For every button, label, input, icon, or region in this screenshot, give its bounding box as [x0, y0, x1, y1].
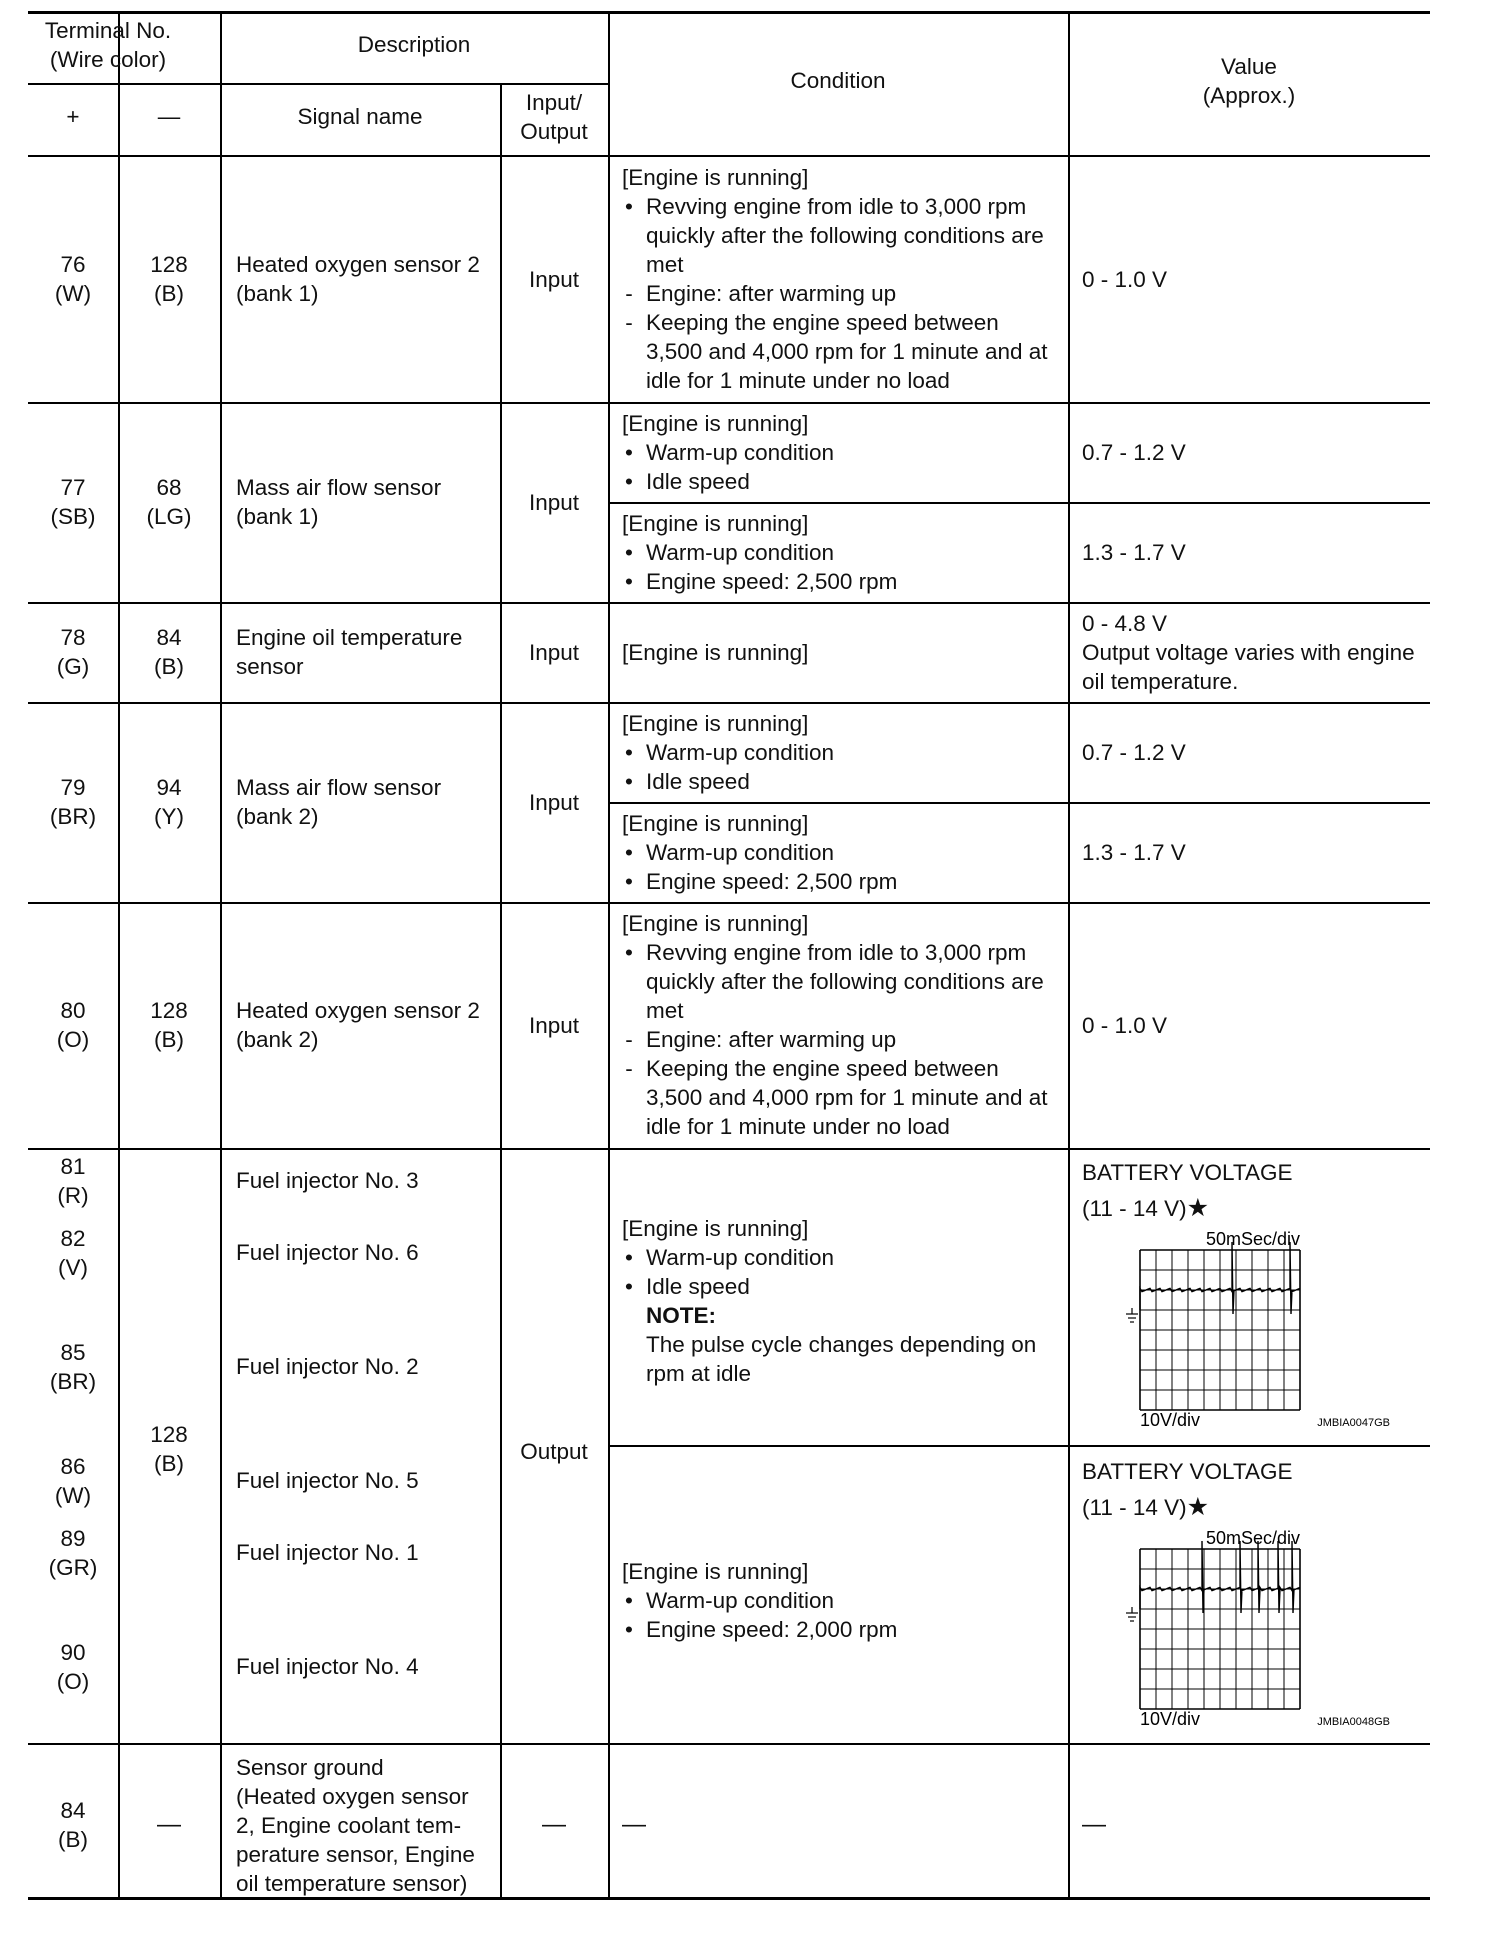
condition-item: Engine speed: 2,000 rpm [646, 1617, 898, 1642]
header-bottom-border [28, 155, 1430, 157]
value-line: 0.7 - 1.2 V [1082, 439, 1186, 465]
terminal-number: 84 [156, 625, 182, 650]
bullet: • [625, 1617, 633, 1642]
condition-line [622, 337, 1048, 366]
plus-terminal [28, 773, 118, 831]
star-icon: ★ [1186, 1493, 1210, 1521]
column-divider [1068, 12, 1070, 1898]
signal-line: (bank 2) [236, 1027, 319, 1052]
bullet: • [625, 1588, 633, 1613]
bullet: • [625, 539, 633, 565]
condition-item: Engine speed: 2,500 rpm [646, 868, 898, 894]
condition-line [622, 438, 834, 467]
header-divider [28, 83, 608, 85]
bullet: • [625, 439, 633, 465]
input-output: Input [528, 639, 580, 665]
value-title: BATTERY VOLTAGE [1082, 1459, 1293, 1484]
plus-terminal [28, 250, 118, 308]
condition-head: [Engine is running] [622, 911, 809, 936]
injector-plus-terminal [28, 1638, 118, 1696]
value [1082, 538, 1186, 567]
value-line: Output voltage varies with engine [1082, 639, 1415, 665]
terminal-number: 82 [60, 1226, 86, 1251]
signal-line: (bank 2) [236, 804, 319, 829]
wire-color: (BR) [49, 1369, 97, 1394]
signal-name [236, 623, 462, 681]
subrow-divider [608, 1445, 1430, 1447]
header-description: Description [357, 32, 471, 57]
condition-line [622, 250, 808, 279]
signal-name [236, 773, 441, 831]
condition-line [622, 838, 834, 867]
condition-item: met [646, 998, 684, 1023]
wire-color: (W) [54, 281, 92, 306]
condition-item: quickly after the following conditions are [646, 223, 1044, 248]
signal-line: Engine oil temperature [236, 625, 463, 650]
note-label: NOTE: [646, 1303, 716, 1328]
value-line: 1.3 - 1.7 V [1082, 539, 1186, 565]
wire-color: (B) [154, 1027, 184, 1052]
wire-color: (O) [56, 1027, 90, 1052]
condition [622, 909, 1048, 1141]
injector-signal-name: Fuel injector No. 5 [236, 1468, 419, 1493]
value [1082, 1011, 1167, 1040]
condition-line [622, 192, 1027, 221]
value [1082, 838, 1186, 867]
condition-item: met [646, 252, 684, 277]
row-divider [28, 902, 1430, 904]
terminal-number: 128 [150, 998, 188, 1023]
injector-io: Output [520, 1439, 588, 1464]
time-division-label: 50mSec/div [1205, 1229, 1300, 1249]
ground-condition: — [622, 1811, 646, 1838]
ground-value: — [1082, 1811, 1106, 1838]
bullet: • [625, 839, 633, 865]
condition [622, 163, 1048, 395]
input-output: Input [528, 489, 580, 515]
condition-head: [Engine is running] [622, 710, 809, 736]
injector-signal-name: Fuel injector No. 3 [236, 1168, 419, 1193]
condition-line [622, 738, 834, 767]
condition-head: [Engine is running] [622, 510, 809, 536]
wire-color: (W) [54, 1483, 92, 1508]
minus-terminal [118, 250, 220, 308]
condition [622, 709, 834, 796]
table-top-border [28, 11, 1430, 14]
plus-terminal [28, 473, 118, 531]
bullet: • [625, 1274, 633, 1299]
value-line: 1.3 - 1.7 V [1082, 839, 1186, 865]
value [1082, 738, 1186, 767]
injector-signal-name: Fuel injector No. 2 [236, 1354, 419, 1379]
condition-item: Warm-up condition [646, 1588, 834, 1613]
condition-line [622, 567, 898, 596]
signal-line: (bank 1) [236, 281, 319, 306]
wire-color: (SB) [50, 504, 96, 529]
row-divider [28, 1743, 1430, 1745]
condition-item: Engine: after warming up [646, 281, 897, 306]
minus-terminal [118, 996, 220, 1054]
bullet: • [625, 194, 633, 219]
wire-color: (V) [58, 1255, 88, 1280]
column-divider [608, 12, 610, 1898]
value-line: 0 - 4.8 V [1082, 610, 1168, 636]
condition-item: Idle speed [646, 1274, 750, 1299]
condition-item: Warm-up condition [646, 839, 834, 865]
condition-item: Engine speed: 2,500 rpm [646, 568, 898, 594]
bullet: • [625, 568, 633, 594]
injector-plus-terminal [28, 1224, 118, 1282]
condition-head: [Engine is running] [622, 810, 809, 836]
terminal-number: 86 [60, 1454, 86, 1479]
bullet: - [625, 1056, 633, 1081]
terminal-number: 90 [60, 1640, 86, 1665]
condition-item: Revving engine from idle to 3,000 rpm [646, 940, 1027, 965]
condition-line [622, 279, 897, 308]
value [1082, 265, 1167, 294]
condition-line [622, 1054, 999, 1083]
injector-signal-name: Fuel injector No. 6 [236, 1240, 419, 1265]
value [1082, 438, 1186, 467]
injector-plus-terminal [28, 1338, 118, 1396]
condition [622, 509, 898, 596]
volt-division-label: 10V/div [1140, 1709, 1201, 1729]
signal-line: Heated oxygen sensor 2 [236, 998, 480, 1023]
header-minus: — [157, 104, 181, 129]
input-output: Input [528, 266, 580, 292]
subrow-divider [608, 802, 1430, 804]
value-line: 0 - 1.0 V [1082, 266, 1168, 292]
condition-line [622, 308, 999, 337]
condition-item: Warm-up condition [646, 439, 834, 465]
header-condition: Condition [790, 68, 886, 93]
injector-signal-name: Fuel injector No. 4 [236, 1654, 419, 1679]
signal-line: (bank 1) [236, 504, 319, 529]
condition [622, 638, 808, 667]
condition-line [622, 366, 950, 395]
value-range: (11 - 14 V) [1082, 1196, 1187, 1221]
condition-line [622, 1083, 1048, 1112]
value-line: 0.7 - 1.2 V [1082, 739, 1186, 765]
bullet: • [625, 1245, 633, 1270]
ground-plus-terminal: 84 (B) [58, 1798, 88, 1852]
value-line: 0 - 1.0 V [1082, 1012, 1168, 1038]
terminal-number: 78 [60, 625, 86, 650]
condition-item: 3,500 and 4,000 rpm for 1 minute and at [646, 339, 1048, 364]
plus-terminal [28, 623, 118, 681]
ground-minus-terminal: — [157, 1811, 181, 1838]
wire-color: (O) [56, 1669, 90, 1694]
condition-item: 3,500 and 4,000 rpm for 1 minute and at [646, 1085, 1048, 1110]
injector-signal-name: Fuel injector No. 1 [236, 1540, 419, 1565]
condition-item: Warm-up condition [646, 1245, 834, 1270]
signal-line: sensor [236, 654, 304, 679]
input-output: Input [528, 789, 580, 815]
bullet: - [625, 281, 633, 306]
value-title: BATTERY VOLTAGE [1082, 1160, 1293, 1185]
bullet: • [625, 940, 633, 965]
note-line: rpm at idle [646, 1361, 752, 1386]
injector-condition-2000rpm [622, 1557, 898, 1644]
wire-color: (Y) [154, 804, 184, 829]
wire-color: (B) [154, 281, 184, 306]
signal-name [236, 996, 480, 1054]
signal-line: Mass air flow sensor [236, 775, 442, 800]
bullet: • [625, 468, 633, 494]
terminal-number: 128 [150, 252, 188, 277]
wire-color: (R) [57, 1183, 89, 1208]
injector-value-idle [1082, 1158, 1292, 1223]
volt-division-label: 10V/div [1140, 1410, 1201, 1430]
row-divider [28, 602, 1430, 604]
condition-item: Engine: after warming up [646, 1027, 897, 1052]
condition-line [622, 996, 808, 1025]
header-signal-name: Signal name [297, 104, 423, 129]
injector-plus-terminal [28, 1452, 118, 1510]
condition-item: Warm-up condition [646, 539, 834, 565]
time-division-label: 50mSec/div [1205, 1528, 1300, 1548]
row-divider [28, 702, 1430, 704]
injector-value-2000rpm [1082, 1457, 1292, 1522]
bullet: - [625, 1027, 633, 1052]
terminal-number: 80 [60, 998, 86, 1023]
condition-item: Keeping the engine speed between [646, 1056, 999, 1081]
terminal-number: 81 [60, 1154, 86, 1179]
minus-terminal [118, 623, 220, 681]
column-divider [220, 12, 222, 1898]
injector-minus-terminal: 128 (B) [150, 1422, 188, 1476]
ground-io: — [542, 1811, 566, 1838]
condition-head: [Engine is running] [622, 410, 809, 436]
wire-color: (BR) [49, 804, 97, 829]
minus-terminal [118, 473, 220, 531]
injector-plus-terminal [28, 1524, 118, 1582]
header-input-output: Input/ Output [520, 90, 588, 144]
note-line: The pulse cycle changes depending on [646, 1332, 1037, 1357]
condition-line [622, 538, 834, 567]
condition-item: quickly after the following conditions are [646, 969, 1044, 994]
condition-line [622, 867, 898, 896]
condition-line [622, 221, 1044, 250]
condition-head: [Engine is running] [622, 639, 809, 665]
condition-head: [Engine is running] [622, 1559, 809, 1584]
figure-code: JMBIA0048GB [1317, 1716, 1390, 1728]
column-divider [500, 83, 502, 1898]
oscilloscope-idle [1090, 1228, 1420, 1436]
value [1082, 609, 1415, 696]
oscilloscope-2000rpm [1090, 1527, 1420, 1735]
condition-item: Keeping the engine speed between [646, 310, 999, 335]
condition-line [622, 767, 808, 796]
plus-terminal [28, 996, 118, 1054]
input-output: Input [528, 1012, 580, 1038]
terminal-number: 68 [156, 475, 182, 500]
row-divider [28, 1148, 1430, 1150]
condition [622, 409, 834, 496]
signal-line: Mass air flow sensor [236, 475, 442, 500]
terminal-number: 76 [60, 252, 86, 277]
condition-item: Idle speed [646, 768, 750, 794]
bullet: • [625, 739, 633, 765]
condition-line [622, 467, 808, 496]
condition-item: Idle speed [646, 468, 750, 494]
wire-color: (B) [154, 654, 184, 679]
header-plus: + [66, 104, 80, 129]
condition [622, 809, 898, 896]
condition-line [622, 1112, 950, 1141]
condition-item: Revving engine from idle to 3,000 rpm [646, 194, 1027, 219]
condition-line [622, 938, 1027, 967]
star-icon: ★ [1186, 1194, 1210, 1222]
signal-name [236, 250, 480, 308]
condition-line [622, 1025, 897, 1054]
condition-item: idle for 1 minute under no load [646, 1114, 950, 1139]
injector-plus-terminal [28, 1152, 118, 1210]
bullet: • [625, 768, 633, 794]
condition-line [622, 967, 1044, 996]
subrow-divider [608, 502, 1430, 504]
condition-item: idle for 1 minute under no load [646, 368, 950, 393]
minus-terminal [118, 773, 220, 831]
condition-head: [Engine is running] [622, 165, 809, 190]
terminal-number: 94 [156, 775, 182, 800]
wire-color: (LG) [146, 504, 192, 529]
signal-name [236, 473, 441, 531]
row-divider [28, 402, 1430, 404]
ground-signal-name: Sensor ground (Heated oxygen sensor 2, Engine coolant tem- perature sensor, Engine oil temperature sensor) [236, 1755, 475, 1896]
bullet: • [625, 868, 633, 894]
condition-head: [Engine is running] [622, 1216, 809, 1241]
value-range: (11 - 14 V) [1082, 1495, 1187, 1520]
terminal-number: 77 [60, 475, 86, 500]
figure-code: JMBIA0047GB [1317, 1417, 1390, 1429]
injector-condition-idle [622, 1214, 1036, 1388]
wire-color: (GR) [48, 1555, 98, 1580]
bullet: - [625, 310, 633, 335]
value-line: oil temperature. [1082, 668, 1239, 694]
signal-line: Heated oxygen sensor 2 [236, 252, 480, 277]
header-value: Value (Approx.) [1202, 54, 1296, 108]
terminal-number: 79 [60, 775, 86, 800]
wire-color: (G) [56, 654, 90, 679]
terminal-number: 85 [60, 1340, 86, 1365]
header-terminal-no: Terminal No. (Wire color) [44, 18, 172, 72]
condition-item: Warm-up condition [646, 739, 834, 765]
terminal-number: 89 [60, 1526, 86, 1551]
